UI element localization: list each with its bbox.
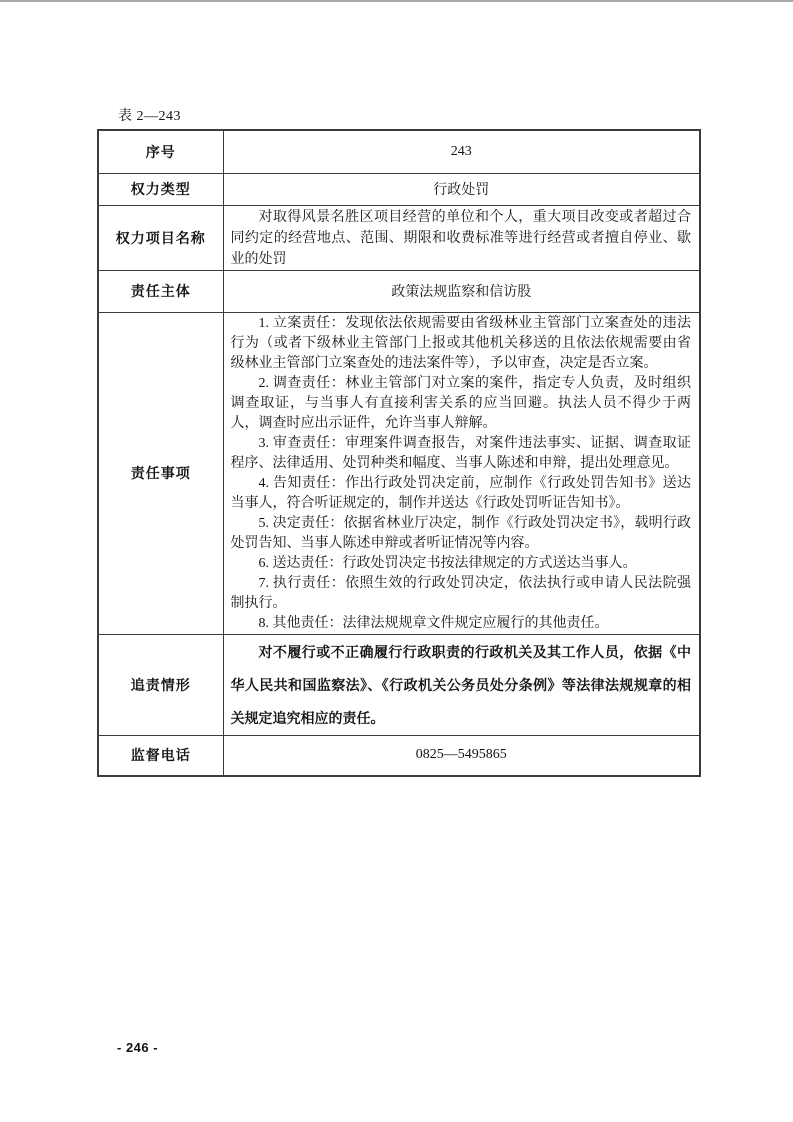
responsibility-item-6: 6. 送达责任：行政处罚决定书按法律规定的方式送达当事人。 (258, 555, 637, 571)
power-item-name-paragraph: 对取得风景名胜区项目经营的单位和个人，重大项目改变或者超过合同约定的经营地点、范围、期限和收费标准等进行经营或者擅自停业、歇业的处罚 (230, 209, 691, 267)
table-caption: 表 2—243 (118, 109, 181, 124)
power-item-name-label: 权力项目名称 (98, 205, 223, 270)
row-serial-number (98, 130, 700, 173)
responsibility-item-7: 7. 执行责任：依照生效的行政处罚决定，依法执行或申请人民法院强制执行。 (230, 575, 691, 611)
serial-number-label: 序号 (98, 130, 223, 173)
responsibility-items-value (223, 312, 700, 634)
row-supervision-phone (98, 735, 700, 776)
power-type-label: 权力类型 (98, 173, 223, 205)
accountability-situations-value (223, 634, 700, 735)
power-responsibility-table (97, 129, 701, 777)
responsible-body-value: 政策法规监察和信访股 (223, 270, 700, 312)
serial-number-value: 243 (223, 130, 700, 173)
power-item-name-value (223, 205, 700, 270)
responsible-body-label: 责任主体 (98, 270, 223, 312)
accountability-situations-label: 追责情形 (98, 634, 223, 735)
responsibility-item-8: 8. 其他责任：法律法规规章文件规定应履行的其他责任。 (258, 615, 609, 631)
responsibility-item-1: 1. 立案责任：发现依法依规需要由省级林业主管部门立案查处的违法行为（或者下级林业主管部门上报或其他机关移送的且依法依规需要由省级林业主管部门立案查处的违法案件等），予以审查，决定是否立案。 (230, 315, 691, 371)
responsibility-items-label: 责任事项 (98, 312, 223, 634)
responsibility-item-3: 3. 审查责任：审理案件调查报告，对案件违法事实、证据、调查取证程序、法律适用、处罚种类和幅度、当事人陈述和申辩，提出处理意见。 (230, 435, 691, 471)
responsibility-item-2: 2. 调查责任：林业主管部门对立案的案件，指定专人负责，及时组织调查取证，与当事人有直接利害关系的应当回避。执法人员不得少于两人，调查时应出示证件，允许当事人辩解。 (230, 375, 691, 431)
responsibility-item-4: 4. 告知责任：作出行政处罚决定前，应制作《行政处罚告知书》送达当事人，符合听证规定的，制作并送达《行政处罚听证告知书》。 (230, 475, 691, 511)
row-responsible-body (98, 270, 700, 312)
row-accountability-situations (98, 634, 700, 735)
power-type-value: 行政处罚 (223, 173, 700, 205)
page-top-edge (0, 0, 793, 2)
row-responsibility-items (98, 312, 700, 634)
supervision-phone-label: 监督电话 (98, 735, 223, 776)
supervision-phone-value: 0825—5495865 (223, 735, 700, 776)
page-number: - 246 - (117, 1040, 159, 1055)
responsibility-item-5: 5. 决定责任：依据省林业厅决定，制作《行政处罚决定书》，载明行政处罚告知、当事人陈述申辩或者听证情况等内容。 (230, 515, 691, 551)
row-power-item-name (98, 205, 700, 270)
row-power-type (98, 173, 700, 205)
accountability-situations-paragraph: 对不履行或不正确履行行政职责的行政机关及其工作人员，依据《中华人民共和国监察法》、《行政机关公务员处分条例》等法律法规规章的相关规定追究相应的责任。 (230, 643, 691, 726)
